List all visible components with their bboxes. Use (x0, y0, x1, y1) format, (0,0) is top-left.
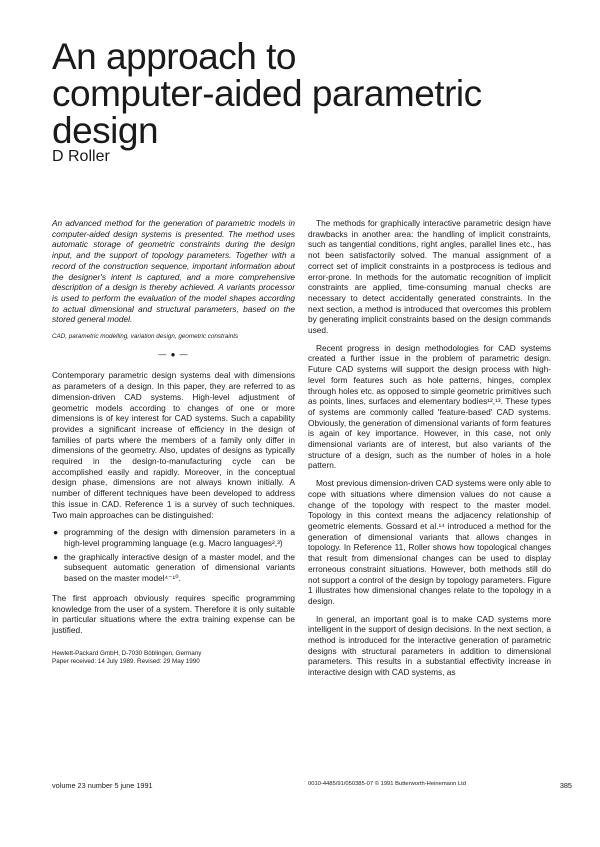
list-item (52, 552, 295, 584)
article-title (52, 38, 572, 149)
bullet-icon: ● (53, 527, 59, 538)
issn-copyright: 0010-4485/91/050385-07 © 1991 Butterworth-Heinemann Ltd (308, 781, 466, 787)
list-item (52, 527, 295, 548)
list-item-text: the graphically interactive design of a master model, and the subsequent automatic generation of dimensional variants based on the master model⁴⁻¹⁰. (64, 551, 295, 584)
page-footer (52, 781, 572, 793)
section-divider: — ● — (158, 349, 189, 359)
title-line-2: computer-aided parametric (52, 73, 482, 114)
affiliation: Hewlett-Packard GmbH, D-7030 Böblingen, Germany (52, 649, 202, 657)
affiliation-block (52, 650, 295, 666)
intro-paragraph-2: The first approach obviously requires specific programming knowledge from the user of a system. Therefore it is only suitable in particular situations where the extra training expense can be justified. (52, 592, 295, 635)
received-dates: Paper received: 14 July 1989. Revised: 29 May 1990 (52, 657, 200, 665)
title-line-1: An approach to (52, 36, 296, 77)
right-column (308, 218, 551, 685)
body-paragraph-4: In general, an important goal is to make CAD systems more intelligent in the support of design decisions. In the next section, a method is introduced for the interactive generation of parametric designs with structural parameters in addition to dimensional parameters. This results in a substantial effectivity increase in interactive design with CAD systems, as (308, 613, 551, 678)
intro-paragraph-1: Contemporary parametric design systems deal with dimensions as parameters of a design. In this paper, they are referred to as dimension-driven CAD systems. High-level adjustment of geometric models according to changes of one or more dimensions is of key interest for CAD systems. Such a capability provides a significant increase of efficiency in the design of families of parts where the members of a family only differ in dimensions of the geometry. Also, updates of designs as typically required in the design-to-manufacturing cycle can be accomplished easily and rapidly. Moreover, in the conceptual design phase, dimensions are not always known initially. A number of different techniques have been developed to address this issue in CAD. Reference 1 is a survey of such techniques. Two main approaches can be distinguished: (52, 370, 295, 520)
journal-volume: volume 23 number 5 june 1991 (52, 781, 153, 790)
bullet-icon: ● (53, 551, 59, 562)
list-item-text: programming of the design with dimension parameters in a high-level programming language (e.g. Macro languages²,³) (64, 527, 295, 548)
approach-list (52, 527, 295, 584)
title-line-3: design (52, 110, 159, 151)
body-paragraph-1: The methods for graphically interactive parametric design have drawbacks in another area: the handling of implicit constraints, such as tangential conditions, right angles, parallel lines etc., has not been satisfactorily solved. The manual assignment of a correct set of implicit constraints in a postprocess is tedious and error-prone. In methods for the automatic recognition of implicit constraints are applied, time-consuming manual checks are necessary to detect accidentally generated constraints. In the next section, a method is introduced that overcomes this problem by generating implicit constraints based on the design commands used. (308, 218, 551, 336)
left-column (52, 218, 295, 666)
page-number: 385 (559, 781, 572, 790)
author-name: D Roller (52, 148, 110, 165)
keywords: CAD, parametric modelling, variation design, geometric constraints (52, 333, 239, 341)
body-paragraph-3: Most previous dimension-driven CAD systems were only able to cope with situations where dimension values do not cause a change of the topology with respect to the master model. Topology in this context means the adjacency relationship of geometric elements. Gossard et al.¹⁴ introduced a method for the generation of dimensional variants that allows changes in topology. In Reference 11, Roller shows how topological changes that result from dimensional changes can be used to display erroneous constraint situations. However, both methods still do not support a control of the design by topology parameters. Figure 1 illustrates how dimensional changes relate to the topology in a design. (308, 478, 551, 606)
body-paragraph-2: Recent progress in design methodologies for CAD systems created a further issue in the problem of parametric design. Future CAD systems will support the design process with high-level form features such as hole patterns, hinges, complex through holes etc. as opposed to simple geometric primitives such as points, lines, surfaces and elementary bodies¹²,¹³. These types of systems are commonly called 'feature-based' CAD systems. Obviously, the generation of dimensional variants of form features is again of key importance. However, in this case, not only dimensional variants are of interest, but also variants of the structure of a design, such as the number of holes in a hole pattern. (308, 342, 551, 471)
abstract: An advanced method for the generation of parametric models in computer-aided design systems is presented. The method uses automatic storage of geometric constraints during the design input, and the support of topology parameters. Together with a record of the construction sequence, important information about the designer's intent is captured, and a more comprehensive description of a design is thereby achieved. A variants processor is used to perform the evaluation of the model shapes according to actual dimensional and structural parameters, based on the stored general model. (52, 218, 295, 325)
